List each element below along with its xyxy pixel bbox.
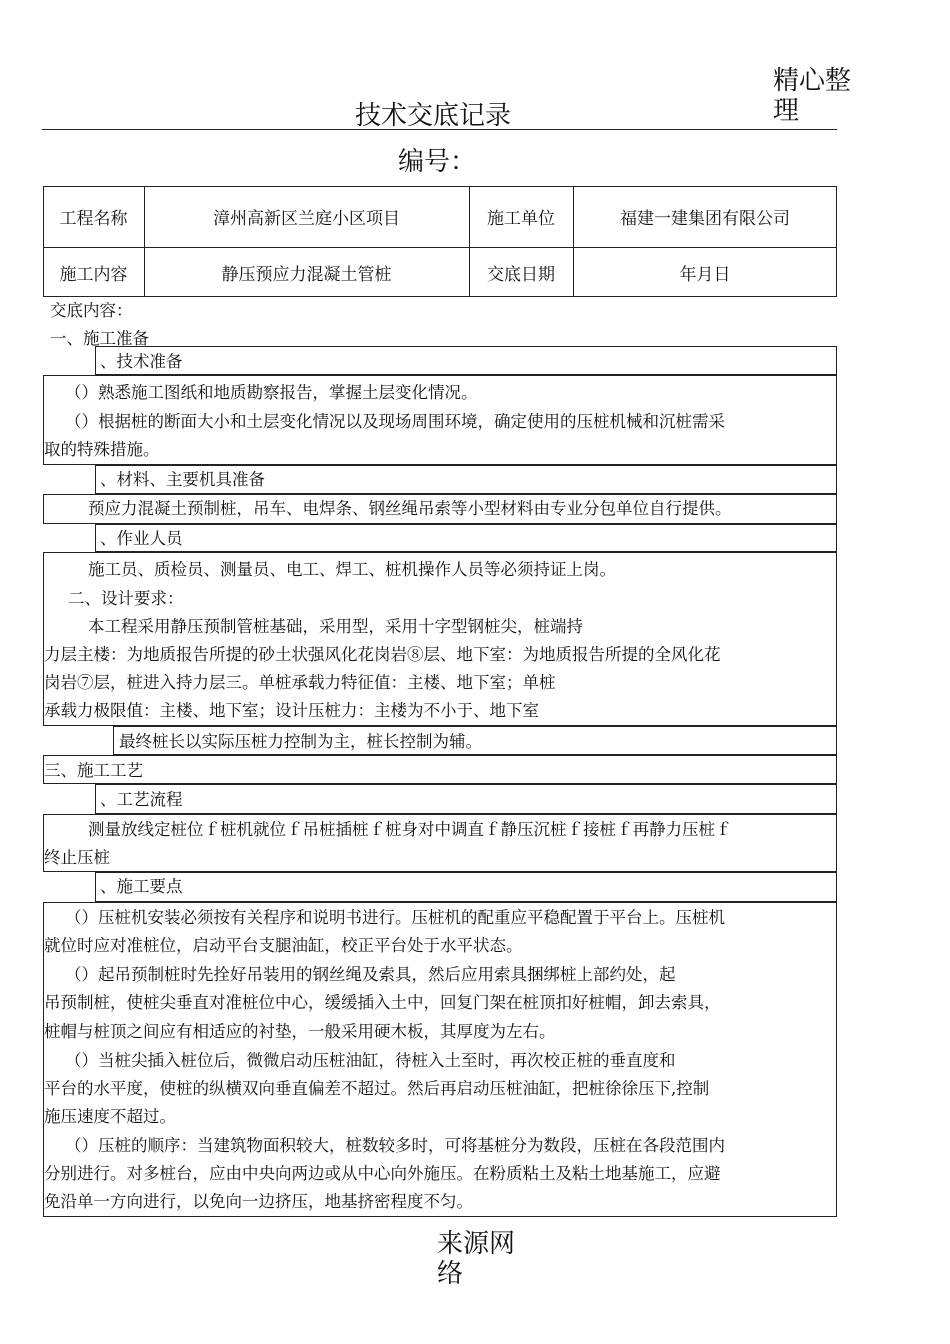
process-flow: 测量放线定桩位ｆ桩机就位ｆ吊桩插桩ｆ桩身对中调直ｆ静压沉桩ｆ接桩ｆ再静力压桩ｆ [88, 820, 732, 839]
subsection-1-3-header-box [95, 524, 837, 552]
construction-unit-label: 施工单位 [487, 209, 555, 229]
paragraph: 就位时应对准桩位，启动平台支腿油缸，校正平台处于水平状态。 [44, 936, 523, 955]
subsection-3-1-header-box [95, 784, 837, 814]
paragraph: 吊预制桩，使桩尖垂直对准桩位中心，缓缓插入土中，回复门架在桩顶扣好桩帽，卸去索具， [44, 993, 721, 1012]
source-note-line1: 来源网 [437, 1229, 516, 1259]
subsection-1-1-heading: 、技术准备 [100, 352, 183, 371]
section-2-heading: 二、设计要求： [68, 589, 184, 608]
construction-content-label: 施工内容 [59, 264, 128, 285]
page-title: 技术交底记录 [355, 101, 512, 131]
construction-unit-value: 福建一建集团有限公司 [620, 209, 790, 229]
paragraph: 承载力极限值：主楼、地下室；设计压桩力：主楼为不小于、地下室 [44, 701, 539, 720]
section-3-header-box [43, 755, 837, 784]
subsection-1-1-header-box [95, 346, 837, 375]
source-note [437, 1229, 515, 1289]
paragraph: 桩帽与桩顶之间应有相适应的衬垫，一般采用硬木板，其厚度为左右。 [44, 1022, 556, 1041]
subsection-1-2-heading: 、材料、主要机具准备 [100, 470, 265, 489]
paragraph: 最终桩长以实际压桩力控制为主，桩长控制为辅。 [119, 732, 482, 751]
paragraph: （）起吊预制桩时先拴好吊装用的钢丝绳及索具，然后应用索具捆绑桩上部约处，起 [65, 965, 676, 984]
briefing-date-label: 交底日期 [487, 264, 555, 285]
paragraph: 本工程采用静压预制管桩基础，采用型，采用十字型钢桩尖，桩端持 [88, 617, 583, 636]
paragraph: 岗岩⑦层，桩进入持力层三。单桩承载力特征值：主楼、地下室；单桩 [44, 673, 556, 692]
section-1-heading: 一、施工准备 [50, 329, 149, 348]
paragraph: （）压桩机安装必须按有关程序和说明书进行。压桩机的配重应平稳配置于平台上。压桩机 [65, 908, 725, 927]
number-label: 编号： [398, 147, 477, 177]
project-name-value: 漳州高新区兰庭小区项目 [213, 209, 400, 229]
project-name-label: 工程名称 [59, 209, 128, 229]
briefing-intro: 交底内容： [50, 301, 133, 320]
paragraph: 施工员、质检员、测量员、电工、焊工、桩机操作人员等必须持证上岗。 [88, 560, 616, 579]
construction-content-value: 静压预应力混凝土管桩 [221, 264, 392, 285]
subsection-1-3-heading: 、作业人员 [100, 529, 183, 548]
paragraph: （）当桩尖插入桩位后，微微启动压桩油缸，待桩入土至时，再次校正桩的垂直度和 [65, 1051, 676, 1070]
source-note-line2: 络 [437, 1259, 464, 1289]
corner-note [773, 66, 851, 126]
paragraph: 平台的水平度，使桩的纵横双向垂直偏差不超过。然后再启动压桩油缸，把桩徐徐压下,控制 [44, 1079, 710, 1098]
section-3-heading: 三、施工工艺 [44, 761, 143, 780]
title-underline [42, 129, 837, 130]
paragraph: 预应力混凝土预制桩，吊车、电焊条、钢丝绳吊索等小型材料由专业分包单位自行提供。 [88, 499, 732, 518]
corner-note-line1: 精心整 [773, 66, 852, 96]
paragraph: （）根据桩的断面大小和土层变化情况以及现场周围环境，确定使用的压桩机械和沉桩需采 [65, 412, 725, 431]
paragraph: 取的特殊措施。 [44, 440, 160, 459]
subsection-3-1-heading: 、工艺流程 [100, 790, 183, 809]
corner-note-line2: 理 [773, 96, 800, 126]
paragraph: 分别进行。对多桩台，应由中央向两边或从中心向外施压。在粉质粘土及粘土地基施工，应避 [44, 1164, 721, 1183]
paragraph: 力层主楼：为地质报告所提的砂土状强风化花岗岩⑧层、地下室：为地质报告所提的全风化花 [44, 645, 721, 664]
paragraph: （）熟悉施工图纸和地质勘察报告，掌握土层变化情况。 [65, 383, 478, 402]
subsection-3-2-header-box [95, 872, 837, 902]
subsection-3-2-heading: 、施工要点 [100, 877, 183, 896]
briefing-date-value: 年月日 [679, 264, 731, 285]
paragraph: 免沿单一方向进行，以免向一边挤压，地基挤密程度不匀。 [44, 1192, 473, 1211]
process-flow: 终止压桩 [44, 848, 110, 867]
paragraph: 施压速度不超过。 [44, 1107, 176, 1126]
paragraph: （）压桩的顺序：当建筑物面积较大，桩数较多时，可将基桩分为数段，压桩在各段范围内 [65, 1136, 725, 1155]
